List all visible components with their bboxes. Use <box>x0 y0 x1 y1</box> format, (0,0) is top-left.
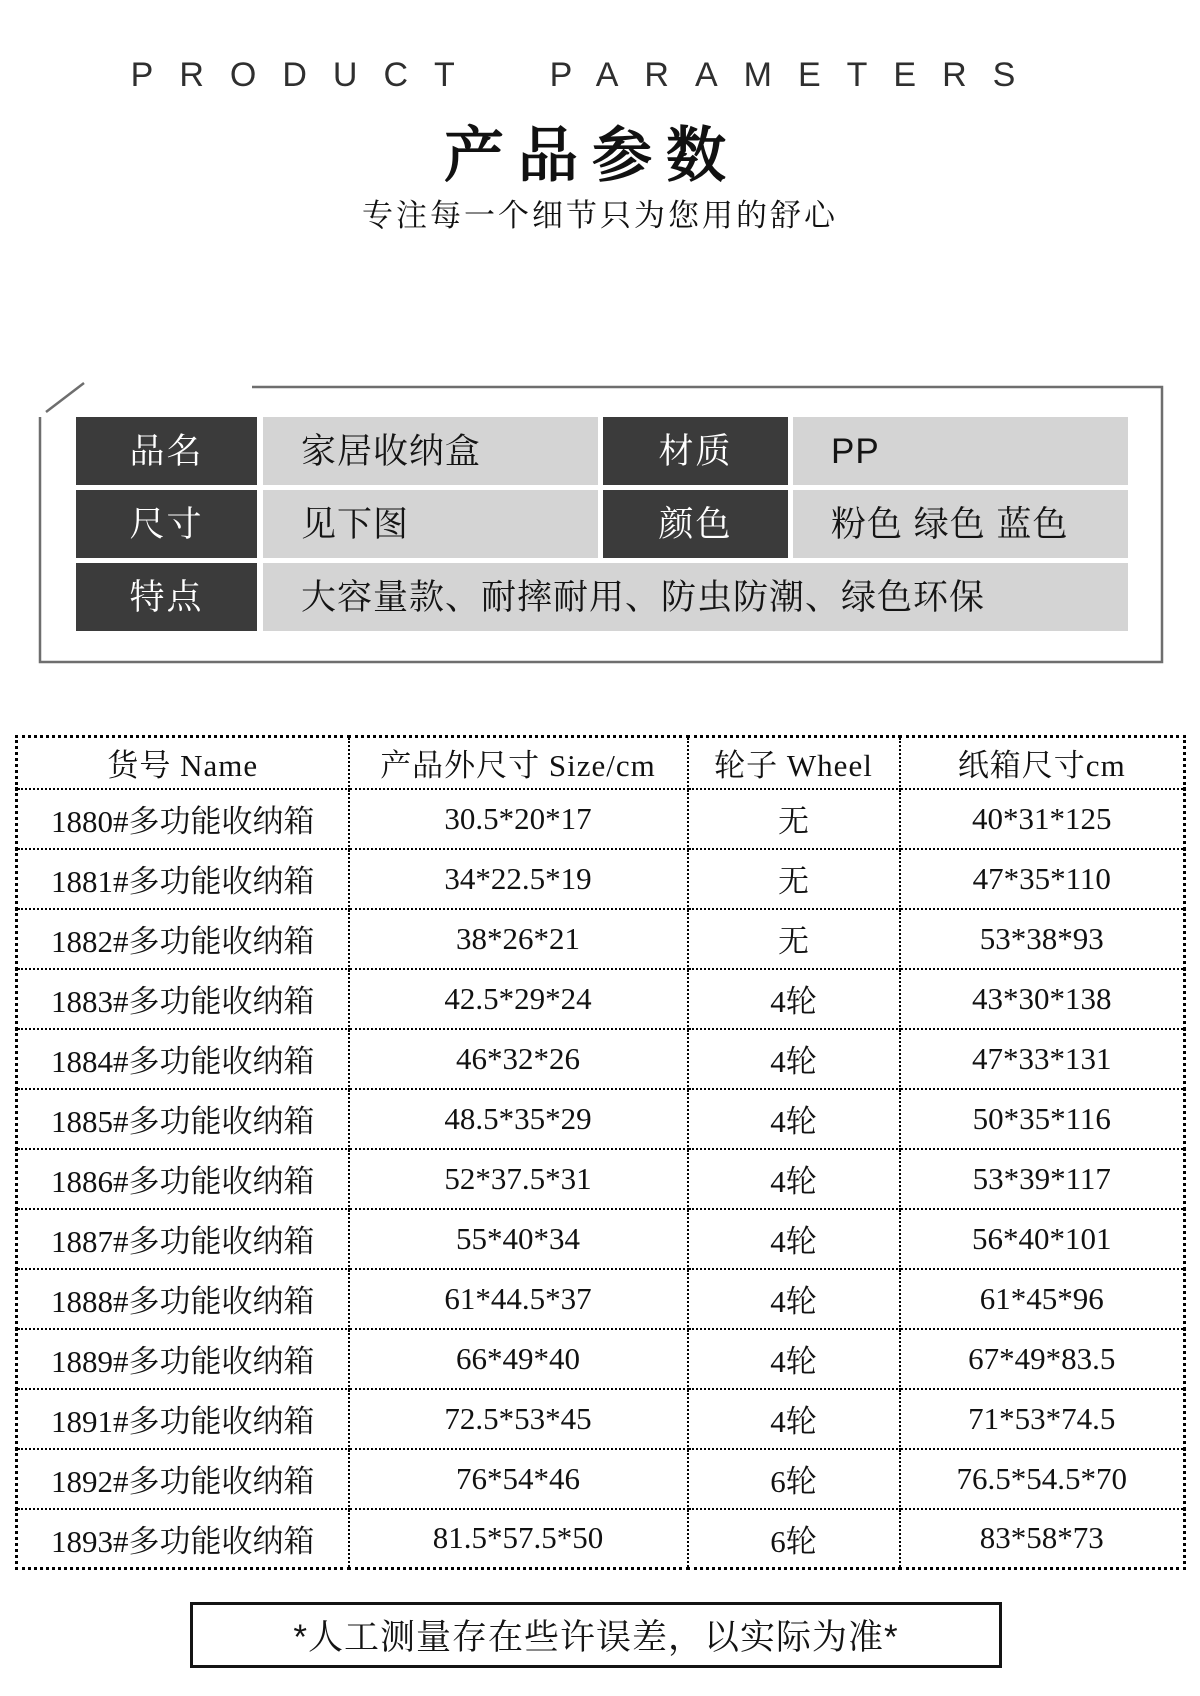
size-table-cell: 1884#多功能收纳箱 <box>17 1029 349 1089</box>
size-table-cell: 1889#多功能收纳箱 <box>17 1329 349 1389</box>
size-table-cell: 47*35*110 <box>900 849 1185 909</box>
size-table-row <box>17 969 1185 1029</box>
size-table-cell: 46*32*26 <box>349 1029 688 1089</box>
size-table-cell: 61*44.5*37 <box>349 1269 688 1329</box>
size-table-row <box>17 1449 1185 1509</box>
spec-frame-corner-slash <box>46 383 84 412</box>
size-table-cell: 72.5*53*45 <box>349 1389 688 1449</box>
size-table-cell: 76*54*46 <box>349 1449 688 1509</box>
size-table-header-cell: 纸箱尺寸cm <box>900 737 1185 789</box>
spec-label-product-name: 品名 <box>76 417 257 485</box>
size-table-row <box>17 1269 1185 1329</box>
page-title: 产品参数 <box>444 122 740 189</box>
size-table-cell: 43*30*138 <box>900 969 1185 1029</box>
spec-value-size: 见下图 <box>263 490 598 558</box>
size-table-cell: 48.5*35*29 <box>349 1089 688 1149</box>
size-table-header-cell: 货号 Name <box>17 737 349 789</box>
size-table-cell: 4轮 <box>688 1329 900 1389</box>
size-table-cell: 4轮 <box>688 1269 900 1329</box>
size-table-cell: 53*39*117 <box>900 1149 1185 1209</box>
size-table-cell: 40*31*125 <box>900 789 1185 849</box>
size-table-row <box>17 1329 1185 1389</box>
size-table-cell: 50*35*116 <box>900 1089 1185 1149</box>
size-table-cell: 83*58*73 <box>900 1509 1185 1569</box>
size-table-cell: 30.5*20*17 <box>349 789 688 849</box>
size-table-cell: 1883#多功能收纳箱 <box>17 969 349 1029</box>
size-table-header-cell: 产品外尺寸 Size/cm <box>349 737 688 789</box>
size-table-row <box>17 909 1185 969</box>
size-table-cell: 6轮 <box>688 1449 900 1509</box>
size-table-cell: 无 <box>688 849 900 909</box>
size-table-cell: 67*49*83.5 <box>900 1329 1185 1389</box>
size-table-cell: 1893#多功能收纳箱 <box>17 1509 349 1569</box>
size-table-cell: 4轮 <box>688 1029 900 1089</box>
size-table-cell: 47*33*131 <box>900 1029 1185 1089</box>
spec-label-material: 材质 <box>603 417 788 485</box>
size-table-cell: 1887#多功能收纳箱 <box>17 1209 349 1269</box>
size-table-cell: 1882#多功能收纳箱 <box>17 909 349 969</box>
spec-label-size: 尺寸 <box>76 490 257 558</box>
size-table-cell: 53*38*93 <box>900 909 1185 969</box>
size-table-row <box>17 1509 1185 1569</box>
size-table-row <box>17 1209 1185 1269</box>
size-table-cell: 1880#多功能收纳箱 <box>17 789 349 849</box>
size-table <box>15 735 1186 1570</box>
spec-value-color: 粉色 绿色 蓝色 <box>793 490 1128 558</box>
size-table-cell: 无 <box>688 789 900 849</box>
size-table-row <box>17 1149 1185 1209</box>
size-table-cell: 34*22.5*19 <box>349 849 688 909</box>
size-table-cell: 52*37.5*31 <box>349 1149 688 1209</box>
spec-value-product-name: 家居收纳盒 <box>263 417 598 485</box>
size-table-cell: 56*40*101 <box>900 1209 1185 1269</box>
size-table-cell: 1892#多功能收纳箱 <box>17 1449 349 1509</box>
size-table-cell: 无 <box>688 909 900 969</box>
size-table-header-cell: 轮子 Wheel <box>688 737 900 789</box>
size-table-cell: 6轮 <box>688 1509 900 1569</box>
size-table-row <box>17 1029 1185 1089</box>
size-table-cell: 4轮 <box>688 969 900 1029</box>
footnote-text: *人工测量存在些许误差，以实际为准* <box>293 1618 899 1657</box>
size-table-cell: 1885#多功能收纳箱 <box>17 1089 349 1149</box>
size-table-row <box>17 1389 1185 1449</box>
size-table-row <box>17 1089 1185 1149</box>
size-table-cell: 1881#多功能收纳箱 <box>17 849 349 909</box>
spec-label-features: 特点 <box>76 563 257 631</box>
spec-label-color: 颜色 <box>603 490 788 558</box>
size-table-cell: 4轮 <box>688 1149 900 1209</box>
size-table-cell: 76.5*54.5*70 <box>900 1449 1185 1509</box>
size-table-cell: 4轮 <box>688 1209 900 1269</box>
size-table-cell: 66*49*40 <box>349 1329 688 1389</box>
page-subtitle: 专注每一个细节只为您用的舒心 <box>362 198 838 233</box>
eyebrow-heading: PRODUCT PARAMETERS <box>130 56 1042 94</box>
size-table-cell: 42.5*29*24 <box>349 969 688 1029</box>
size-table-cell: 1886#多功能收纳箱 <box>17 1149 349 1209</box>
size-table-cell: 1891#多功能收纳箱 <box>17 1389 349 1449</box>
spec-value-features: 大容量款、耐摔耐用、防虫防潮、绿色环保 <box>263 563 1128 631</box>
size-table-cell: 1888#多功能收纳箱 <box>17 1269 349 1329</box>
size-table-cell: 4轮 <box>688 1089 900 1149</box>
size-table-cell: 4轮 <box>688 1389 900 1449</box>
size-table-row <box>17 849 1185 909</box>
size-table-cell: 55*40*34 <box>349 1209 688 1269</box>
spec-value-material: PP <box>793 417 1128 485</box>
size-table-header-row <box>17 737 1185 789</box>
size-table-cell: 38*26*21 <box>349 909 688 969</box>
size-table-body <box>17 789 1185 1569</box>
size-table-row <box>17 789 1185 849</box>
size-table-cell: 81.5*57.5*50 <box>349 1509 688 1569</box>
size-table-cell: 61*45*96 <box>900 1269 1185 1329</box>
size-table-cell: 71*53*74.5 <box>900 1389 1185 1449</box>
footnote-box <box>190 1602 1002 1668</box>
